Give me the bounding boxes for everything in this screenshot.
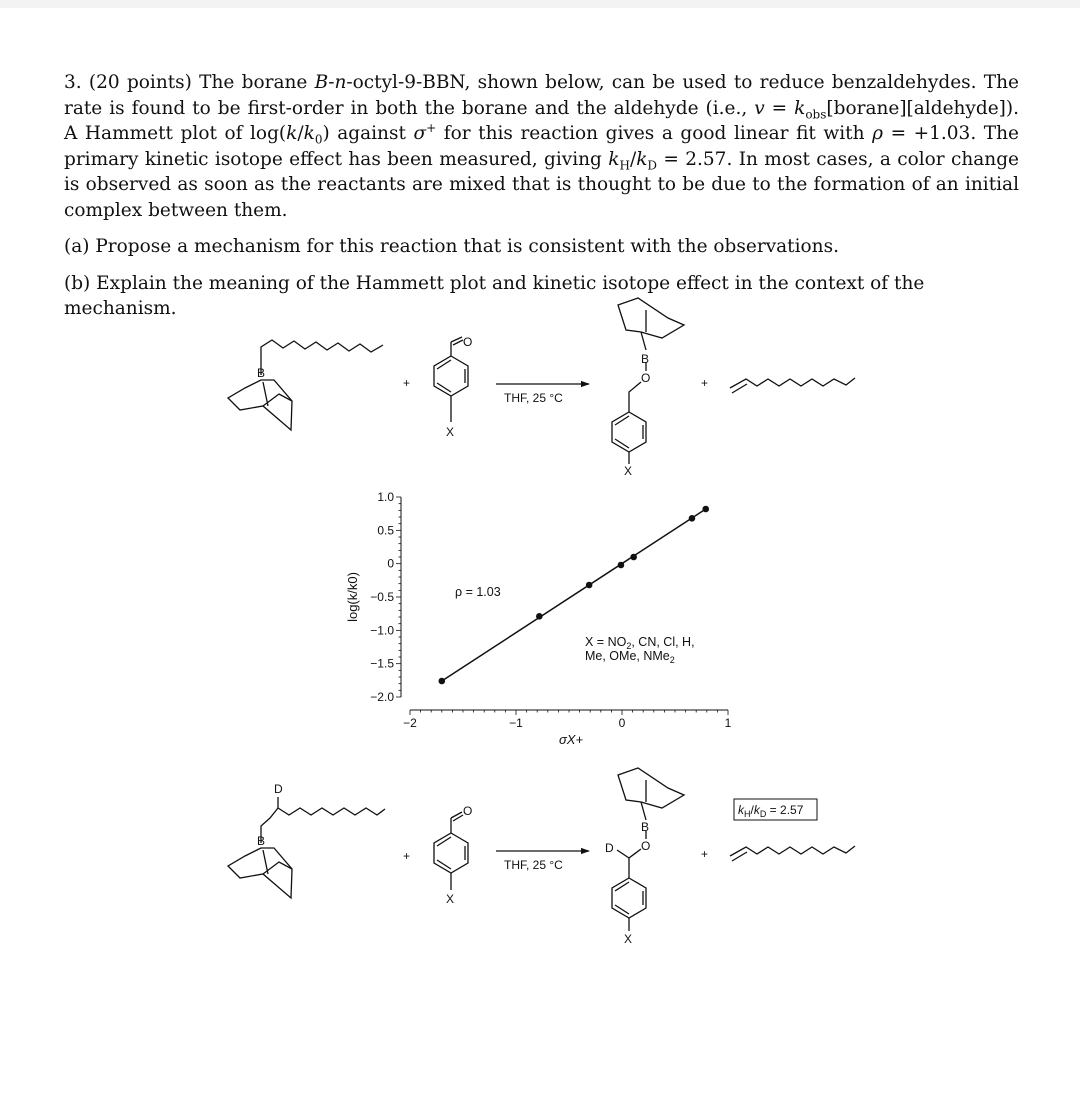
boron-label: B [641, 352, 650, 366]
benzene-ring [612, 878, 646, 918]
text-span: , CN, Cl, H, [631, 635, 695, 649]
bbn-ring-bridge [641, 780, 646, 820]
deuterium-label: D [274, 782, 283, 796]
substituent-list-line-2 [585, 649, 675, 665]
text-span: σ [413, 123, 427, 144]
text-span: , shown below, can be used to reduce benzaldehydes. The rate is found to be first-order in both the borane and the aldehyde (i.e., [64, 72, 1019, 119]
y-tick-label: −2.0 [370, 690, 394, 704]
oxygen-ch2-bond [629, 382, 641, 412]
text-span: 0 [314, 132, 323, 147]
text-span: log( [250, 123, 287, 144]
x-tick-label: −2 [403, 716, 417, 730]
oxygen-cd-bond [629, 849, 641, 878]
top-labels [257, 335, 708, 478]
text-span: k [286, 123, 298, 144]
octene-chain [730, 378, 855, 388]
text-span: D [759, 809, 767, 819]
problem-paragraph: 3. (20 points) The borane B-n-octyl-9-BBN, shown below, can be used to reduce benzaldehydes. The rate is found to be first-order in both the borane and the aldehyde (i.e., $v = k_{obs}[borane][aldehyde]$). A Hammett plot of $\log(k/k_0)$ against σ+ for this reaction gives a good linear fit with ρ = +1.03. The primary kinetic isotope effect has been measured, giving $k_H/k_D = 2.57$. In most cases, a color change is observed as soon as the reactants are mixed that is thought to be due to the formation of an initial complex between them. [64, 72, 1019, 221]
hammett-plot [345, 490, 732, 747]
bottom-labels [257, 782, 804, 946]
text-span: ρ [872, 123, 883, 144]
x-tick-label: −1 [509, 716, 523, 730]
text-span: n [334, 72, 347, 93]
text-span: X = NO [585, 635, 627, 649]
text-span: v [754, 97, 765, 119]
data-point [689, 515, 696, 522]
text-span: = 2.57 [657, 148, 727, 170]
problem-points: (20 points) [88, 72, 192, 93]
substituent-label: X [624, 464, 633, 478]
plus-sign: + [403, 376, 411, 390]
double-bond [615, 905, 629, 914]
text-span: Me, OMe, NMe [585, 649, 670, 663]
text-span: ) [322, 123, 330, 144]
benzaldehyde-structure [434, 812, 468, 890]
reaction-conditions: THF, 25 °C [504, 391, 563, 405]
y-tick-label: 1.0 [377, 490, 394, 504]
text-span: . In most cases, a color change is observed as soon as the reactants are mixed that is thought to be due to the formation of an initial complex between them. [64, 148, 1019, 221]
text-span: -octyl-9-BBN [346, 72, 465, 93]
text-span: / [297, 123, 304, 144]
text-span: B [314, 72, 329, 93]
oxygen-label: O [463, 335, 473, 349]
text-span: 2 [669, 655, 675, 665]
substituent-label: X [446, 892, 455, 906]
plus-sign: + [403, 849, 411, 863]
bbn-ring-outer [228, 848, 292, 898]
bottom-reaction [228, 768, 855, 931]
text-span: ). A Hammett plot of [64, 97, 1019, 144]
data-point [702, 506, 709, 513]
data-point [439, 678, 446, 685]
benzaldehyde-structure [434, 337, 468, 422]
data-point [618, 562, 625, 569]
substituent-label: X [624, 932, 633, 946]
bbn-ring-outer [618, 298, 684, 338]
deuterated-octyl-9-bbn-structure [228, 797, 385, 898]
text-span: . The primary kinetic isotope effect has been measured, giving [64, 123, 1019, 170]
data-point [630, 554, 637, 561]
double-bond [615, 882, 629, 891]
text-span: k [636, 148, 648, 170]
octyl-9-bbn-structure [228, 340, 383, 430]
text-span: 2 [626, 641, 632, 651]
text-span: = +1.03 [883, 123, 971, 144]
text-span: [borane][aldehyde] [826, 97, 1006, 119]
text-span: / [750, 803, 754, 817]
bbn-ring-bridge [263, 382, 292, 406]
y-axis [370, 490, 401, 704]
text-span: k [608, 148, 620, 170]
text-span: k [794, 97, 806, 119]
x-tick-label: 0 [618, 716, 626, 730]
text-span: The borane [199, 72, 315, 93]
text-span: H [744, 809, 751, 819]
data-point [586, 582, 593, 589]
text-span: against [329, 123, 414, 144]
oxygen-label: O [463, 804, 473, 818]
y-axis-label: log(k/k0) [345, 572, 360, 622]
rho-annotation: ρ = 1.03 [455, 585, 501, 599]
text-span: = 2.57 [766, 803, 804, 817]
problem-number: 3. [64, 72, 82, 93]
text-span: k [738, 803, 744, 817]
oxygen-label: O [641, 371, 651, 385]
benzene-ring [434, 356, 468, 396]
bbn-ring-outer [618, 768, 684, 808]
kie-box-label [738, 803, 804, 819]
text-span: k [303, 123, 315, 144]
benzene-ring [612, 412, 646, 452]
octyl-chain [278, 808, 385, 815]
octene-chain [730, 846, 855, 856]
data-point [536, 613, 543, 620]
octyl-chain [261, 340, 383, 375]
x-tick-label: 1 [724, 716, 732, 730]
part-b: (b) Explain the meaning of the Hammett plot and kinetic isotope effect in the context of the mechanism. [64, 272, 925, 319]
part-a: (a) Propose a mechanism for this reaction that is consistent with the observations. [64, 236, 839, 257]
text-span: k [753, 803, 760, 817]
double-bond [437, 360, 451, 369]
reaction-conditions: THF, 25 °C [504, 858, 563, 872]
benzene-ring [434, 833, 468, 873]
text-span: obs [805, 107, 827, 122]
bbn-ring-bridge [263, 850, 292, 874]
double-bond [437, 837, 451, 846]
deuterium-bond [617, 850, 629, 858]
plus-sign: + [701, 847, 709, 861]
plus-sign: + [701, 376, 709, 390]
y-tick-label: 0 [387, 556, 394, 571]
top-reaction [228, 298, 855, 464]
boron-label: B [641, 820, 650, 834]
text-span: = [764, 97, 795, 119]
x-axis-label: σX+ [558, 732, 584, 747]
y-tick-label: 0.5 [377, 523, 394, 538]
y-tick-label: −0.5 [370, 590, 394, 604]
text-span: / [629, 148, 637, 170]
oxygen-label: O [641, 839, 651, 853]
boron-label: B [257, 366, 266, 380]
deuterium-label: D [605, 841, 614, 855]
double-bond [437, 383, 451, 392]
bbn-ring-bridge [641, 310, 646, 350]
double-bond [615, 416, 629, 425]
text-span: + [426, 120, 437, 135]
text-span: D [647, 158, 658, 173]
x-axis [403, 710, 732, 730]
bbn-ring-outer [228, 380, 292, 430]
double-bond [615, 439, 629, 448]
boron-label: B [257, 834, 266, 848]
double-bond [437, 860, 451, 869]
text-span: H [619, 158, 630, 173]
text-span: for this reaction gives a good linear fit with [436, 123, 873, 144]
y-tick-label: −1.0 [370, 623, 394, 638]
y-tick-label: −1.5 [370, 656, 394, 671]
substituent-label: X [446, 425, 455, 439]
